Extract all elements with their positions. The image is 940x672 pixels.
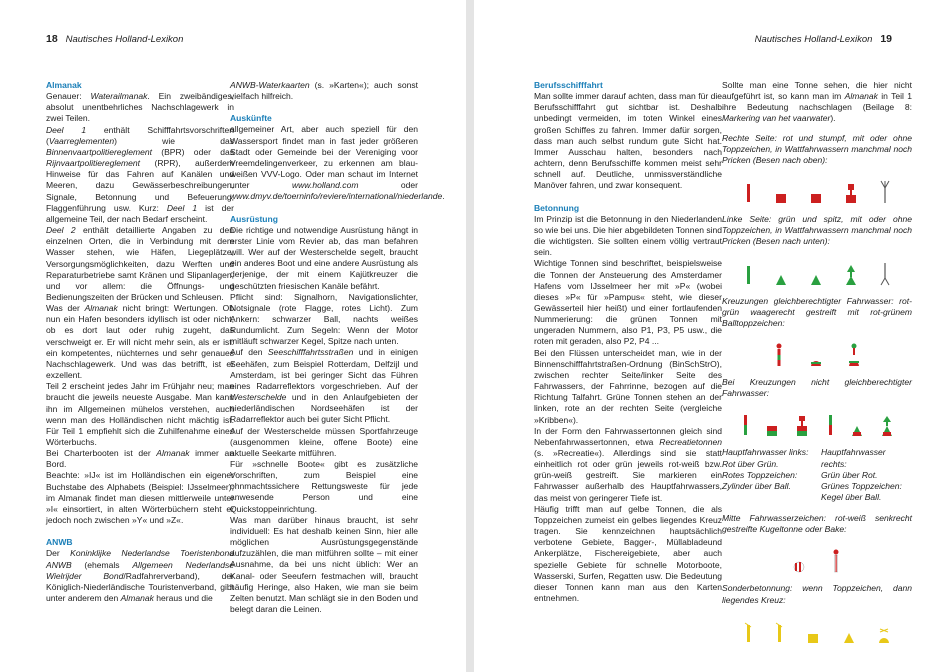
page-number: 18: [46, 33, 58, 45]
buoy-row-special: [722, 614, 912, 644]
yellow-can-buoy-icon: [807, 632, 819, 644]
caption-unequal-crossing: Bei Kreuzungen nicht gleichberechtigter Fahrwasser:: [722, 377, 912, 399]
right-column-2: [722, 80, 912, 644]
left-column-2: [230, 80, 445, 615]
buoy-row-crossing: [722, 337, 912, 367]
caption-equal-crossing: Kreuzungen gleichberechtigter Fahrwasser: rot-grün waagerecht gestreift mit rot-grünem Balltoppzeichen:: [722, 295, 912, 328]
paragraph: Im Prinzip ist die Betonnung in den Niederlanden so wie bei uns. Die hier abgebildeten Tonnen sind die wichtigsten. Sie sollten einem völlig vertraut sein.: [534, 213, 723, 258]
caption-right-side: Rechte Seite: rot und stumpf, mit oder ohne Toppzeichen, in Wattfahrwassern manchmal noch Pricken (Besen nach oben):: [722, 132, 912, 165]
red-green-can-topmark-icon: [796, 415, 808, 437]
paragraph: Deel 2 enthält detaillierte Angaben zu den einzelnen Orten, die in Verbindung mit dem Wasser stehen, wie Häfen, Liegeplätze, Versorgungsmöglichkeiten, dazu Werften und Reparaturbetriebe samt Kränen und Slipanlagen, und vor allem: die Öffnungs- und Bedienungszeiten der Brücken und Schleusen.: [46, 225, 234, 302]
heading-auskuenfte: Auskünfte: [230, 113, 272, 124]
heading-berufsschifffahrt: Berufsschifffahrt: [534, 80, 603, 90]
green-cone-buoy-icon: [775, 274, 787, 286]
buoy-row-main-channel: [722, 407, 912, 437]
running-title: Nautisches Holland-Lexikon: [65, 34, 184, 45]
yellow-spar-buoy-icon: [744, 622, 752, 644]
paragraph: Was man darüber hinaus braucht, ist sehr individuell: Es hat deshalb keinen Sinn, hier alle möglichen Ausrüstungsgegenstände aufzuzählen, die man mitführen sollte – mit einer Ausnahme, da bei uns nicht üblich: Wer an Kanal- oder Seeufern festmachen will, braucht häufig Heringe, also Haken, wie man sie beim Zelten benutzt. Man schlägt sie in den Boden und belegt daran die Leinen.: [230, 514, 418, 615]
paragraph: Pflicht sind: Signalhorn, Navigationslichter, Notsignale (rote Flagge, rotes Licht). Zum Ankern: schwarzer Ball, nachts weißes Rundumlicht. Zum Segeln: Wenn der Motor mitläuft schwarzer Kegel, Spitze nach unten.: [230, 291, 418, 347]
red-cylinder-topmark-buoy-icon: [845, 182, 857, 204]
paragraph: Bei den Flüssen unterscheidet man, wie in der Binnenschifffahrtstraßen-Ordnung (BinSchStrO), zwischen rechter Seite/linker Seite des Fahrwassers, der Fahrrinne, bezogen auf die Richtung Talfahrt. Grüne Tonnen stehen an der linken, rote an der rechten Seite (vergleiche »Kribben«).: [534, 347, 722, 425]
green-cone-buoy-icon: [810, 274, 822, 286]
buoy-row-mid-channel: [722, 543, 912, 573]
yellow-spar-buoy-icon: [775, 622, 783, 644]
red-white-ball-buoy-icon: [793, 561, 805, 573]
paragraph: Der Koninklijke Nederlandse Toeristenbond ANWB (ehemals Allgemeen Nederlandse Wielrijder Bond/Radfahrerverband), der Königlich-Niederländische Touristenverband, gibt unter anderem den Almanak heraus und die: [46, 548, 234, 604]
paragraph: Für »schnelle Boote« gibt es zusätzliche Vorschriften, zum Beispiel eine ohnmachtssichere Rettungsweste für jede anwesende Person und eine Quickstoppeinrichtung.: [230, 459, 418, 514]
red-green-topmark-buoy-icon: [848, 343, 860, 367]
left-page: [0, 0, 466, 672]
paragraph: Häufig trifft man auf gelbe Tonnen, die als Toppzeichen zumeist ein gelbes liegendes Kreuz tragen. Sie kennzeichnen hauptsächlich verbotene Gebiete, Bagger-, Müllabladeund Ankerplätze, Fischereigebiete, aber auch spezielle Gebiete für schnelle Motorboote, Wasserski, Surfen, Regatten usw. Die Bedeutung dieser Tonnen kann man aus den Karten entnehmen.: [534, 503, 722, 604]
caption-mid-channel: Mitte Fahrwasserzeichen: rot-weiß senkrecht gestreifte Kugeltonne oder Bake:: [722, 513, 912, 535]
caption-special-marks: Sonderbetonnung: wenn Toppzeichen, dann liegendes Kreuz:: [722, 583, 912, 605]
paragraph: Was der Almanak nicht bringt: Wertungen. Ob nun ein Hafen besonders idyllisch ist oder nicht, ob es dort laut oder ruhig zugeht, das verschweigt er. Er will nicht mehr sein, als er ist: ein kompetentes, nüchternes und sehr genaues Nachschlagewerk. Und was das betrifft, ist er exzellent.: [46, 303, 234, 381]
green-spar-buoy-icon: [744, 264, 752, 286]
red-green-ball-buoy-icon: [810, 353, 822, 367]
red-can-buoy-icon: [775, 192, 787, 204]
legend-left: Hauptfahrwasser links: Rot über Grün. Rotes Toppzeichen: Zylinder über Ball.: [722, 447, 809, 491]
perch-broom-up-icon: [880, 180, 890, 204]
red-green-spar-buoy-icon: [774, 343, 784, 367]
main-channel-legend: [722, 447, 912, 503]
left-column-1: [46, 80, 234, 604]
paragraph: Wichtige Tonnen sind beschriftet, beispielsweise die Tonnen der Ansteuerung des Amsterdamer Hafens vom IJsselmeer her mit »P« (wobei dieses »P« für »Pampus« steht, wie dieser Gewässerteil hier heißt) und einer fortlaufenden Nummerierung: die grünen Tonnen mit ungeraden Nummern, also P1, P3, P5 usw., die roten mit geraden, also P2, P4 ...: [534, 258, 722, 347]
running-title: Nautisches Holland-Lexikon: [754, 34, 873, 45]
perch-broom-down-icon: [880, 262, 890, 286]
paragraph: ANWB-Waterkaarten (s. »Karten«); auch sonst vielfach hilfreich.: [230, 80, 418, 102]
heading-almanak: Almanak: [46, 80, 82, 90]
legend-right: Hauptfahrwasser rechts: Grün über Rot. Grünes Toppzeichen: Kegel über Ball.: [821, 447, 902, 502]
green-red-cone-icon: [851, 425, 863, 437]
buoy-row-red: [722, 174, 912, 204]
book-gutter: [466, 0, 474, 672]
paragraph: Bei Charterbooten ist der Almanak immer an Bord.: [46, 448, 234, 470]
right-column-1: [534, 80, 722, 604]
red-spar-buoy-icon: [744, 182, 752, 204]
paragraph: Genauer: Waterailmanak. Ein zweibändiges, absolut unentbehrliches Nachschlagewerk in zwei Teilen.: [46, 91, 234, 124]
green-cone-topmark-buoy-icon: [845, 264, 857, 286]
paragraph: Auf der Westerschelde müssen Sportfahrzeuge (ausgenommen kleine, offene Boote) eine aktuelle Seekarte mitführen.: [230, 425, 418, 458]
red-white-beacon-icon: [831, 549, 841, 573]
heading-ausruestung: Ausrüstung: [230, 213, 278, 224]
paragraph: Teil 2 erscheint jedes Jahr im Frühjahr neu; man braucht die jeweils neueste Ausgabe. Man kann ihn im Allgemeinen mühelos verstehen, auch wenn man des Holländischen nicht mächtig ist. Für Teil 1 empfiehlt sich die Zuhilfenahme eines Wörterbuchs.: [46, 381, 234, 447]
paragraph: Die richtige und notwendige Ausrüstung hängt in erster Linie vom Revier ab, das man befahren will. Wer auf der Westerschelde segelt, braucht ein anderes Boot und eine andere Ausrüstung als derjenige, der mit einem Kajütkreuzer die geschützten friesischen Kanäle befährt.: [230, 224, 418, 291]
paragraph: Sollte man eine Tonne sehen, die hier nicht aufgeführt ist, so kann man im Almanak in Teil 1 ihre Bedeutung nachschlagen (Beilage 8: Markering van het vaarwater).: [722, 80, 912, 124]
red-green-spar-icon: [741, 413, 749, 437]
green-red-cone-topmark-icon: [881, 415, 893, 437]
paragraph: Deel 1 enthält Schifffahrtsvorschriften (Vaarreglementen) wie das Binnenvaartpolitiereglement (BPR) oder das Rijnvaartpolitiereglement (RPR), außerdem Hinweise für das Fahren auf Kanälen und Meeren, dazu Gewässerbeschreibungen, Signale, Betonnung und Befeuerung, Flaggenführung usw. Kurz: Deel 1 ist der allgemeine Teil, der nach Bedarf erscheint.: [46, 124, 234, 224]
heading-anwb: ANWB: [46, 537, 73, 548]
paragraph: In der Form den Fahrwassertonnen gleich sind Nebenfahrwassertonnen, etwa Recreatietonnen (s. »Recreatie«). Allerdings sind sie statt einheitlich rot oder grün jeweils rot-weiß bzw. grün-weiß gestreift. Sie markieren ein Fahrwasser außerhalb des Hauptfahrwassers, das meist von geringerer Tiefe ist.: [534, 425, 722, 503]
yellow-ball-buoy-icon: [878, 628, 890, 644]
paragraph: Beachte: »IJ« ist im Holländischen ein eigener Buchstabe des Alphabets (Beispiel: IJsselmeer); im Almanak findet man diesen mittlerweile unter »I« einsortiert, in alten Wörterbüchern steht er jedoch noch zwischen »Y« und »Z«.: [46, 470, 234, 526]
red-can-buoy-icon: [810, 192, 822, 204]
left-page-header: [46, 33, 183, 45]
buoy-row-green: [722, 256, 912, 286]
caption-left-side: Linke Seite: grün und spitz, mit oder ohne Toppzeichen, in Wattfahrwassern manchmal noch Pricken (Besen nach unten):: [722, 214, 912, 247]
paragraph: Auf den Seeschifffahrtsstraßen und in einigen Seehäfen, zum Beispiel Rotterdam, Delfzijl und Amsterdam, ist bei geringer Sicht das Führen eines Radarreflektors vorgeschrieben. Auf der Westerschelde und in den Anlaufgebieten der niederländischen Nordseehäfen ist der Radarreflektor auch bei guter Sicht Pflicht.: [230, 347, 418, 425]
red-green-can-icon: [766, 425, 778, 437]
right-page: [474, 0, 940, 672]
paragraph: allgemeiner Art, aber auch speziell für den Wassersport findet man in fast jeder größeren Stadt oder Gemeinde bei der Vereniging voor Vreemdelingenverkeer, zu erkennen am blau-weißen VVV-Logo. Oder man schaut im Internet unter www.holland.com oder www.dmyv.de/toerninfo/reviere/international/niederlande.: [230, 124, 445, 202]
green-red-spar-icon: [826, 413, 834, 437]
page-number: 19: [880, 33, 892, 45]
paragraph: Man sollte immer darauf achten, dass man für die Berufsschifffahrt gut sichtbar ist. Deshalb unbedingt vermeiden, im toten Winkel eines großen Schiffes zu fahren. Immer dafür sorgen, dass man auch selbst rundum gute Sicht hat. Immer Ausschau halten, besonders nach achtern, denn Berufsschiffe kommen meist sehr schnell auf. Deutliche, unmissverständliche Manöver fahren, und zwar konsequent.: [534, 91, 722, 191]
heading-betonnung: Betonnung: [534, 202, 580, 213]
yellow-cone-buoy-icon: [843, 632, 855, 644]
right-page-header: [755, 33, 892, 45]
